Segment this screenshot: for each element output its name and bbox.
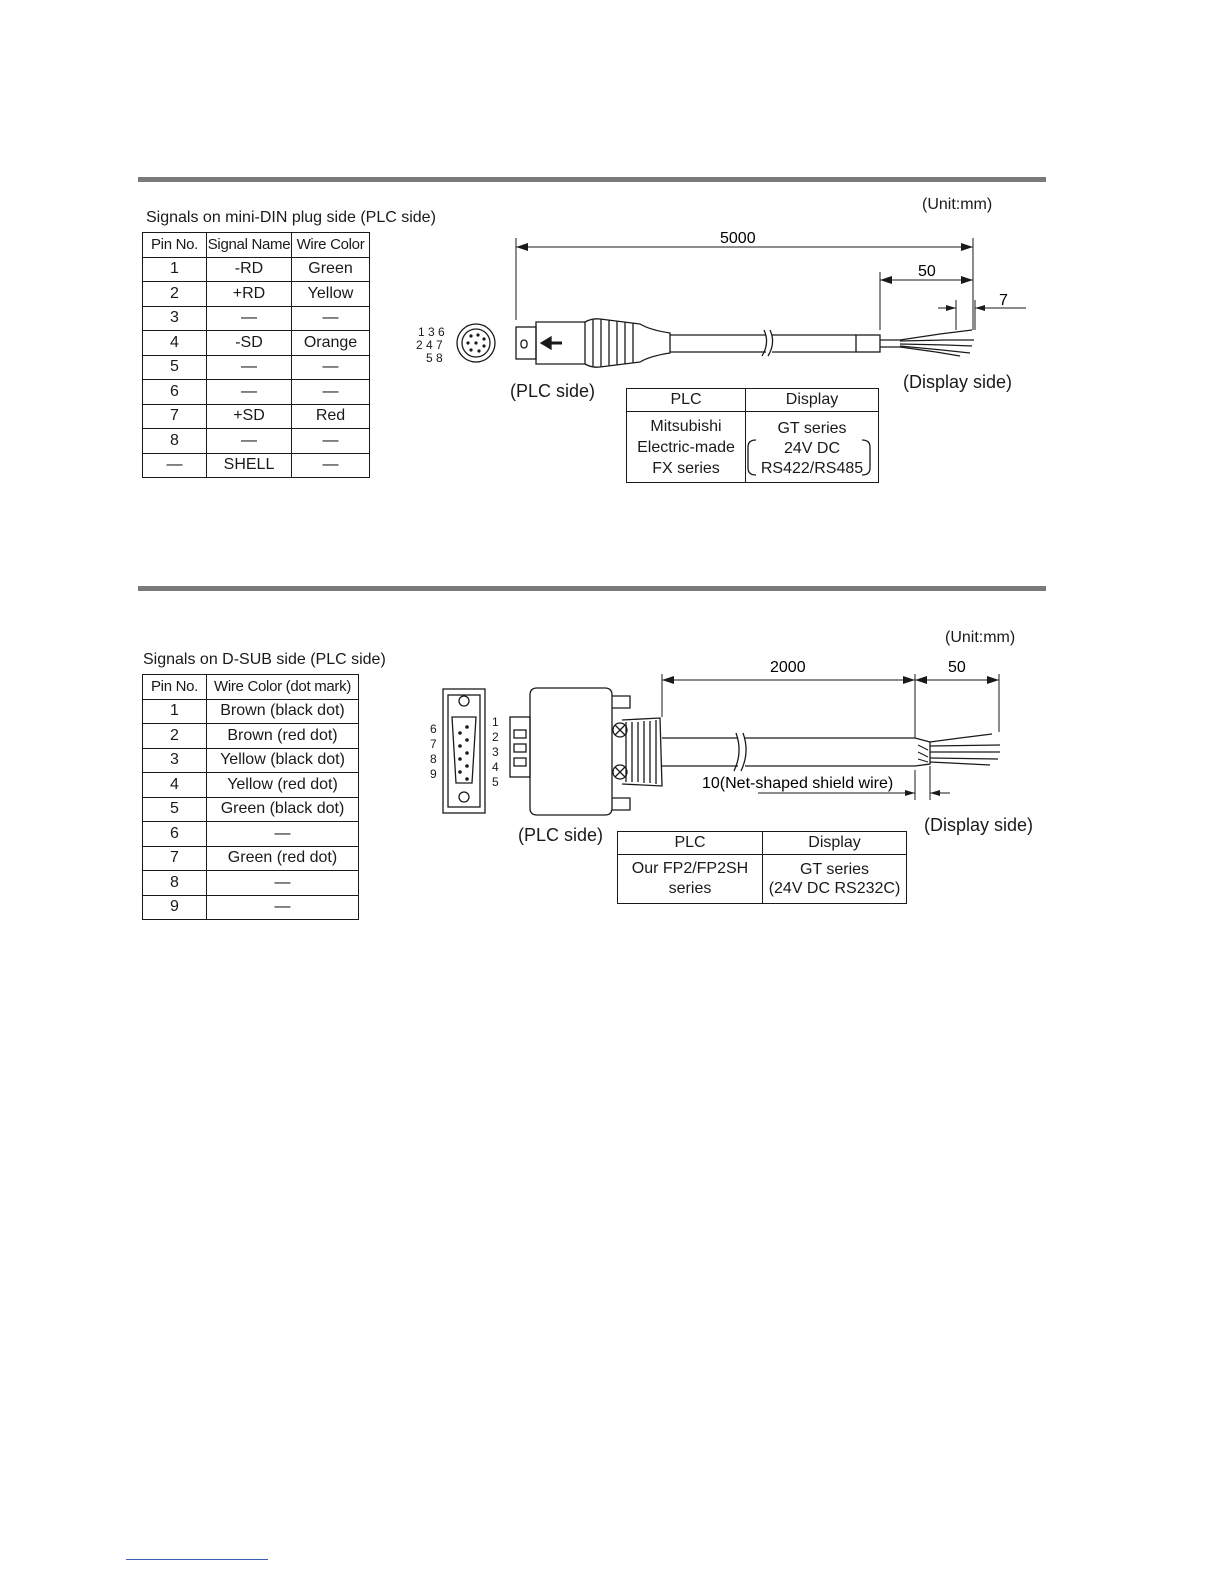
spec-display-line: 24V DC xyxy=(783,440,841,457)
pin-cell: 7 xyxy=(143,404,207,429)
spec-header-row xyxy=(618,832,907,855)
section2-plc-side-label: (PLC side) xyxy=(518,825,604,845)
section2-caption: Signals on D-SUB side (PLC side) xyxy=(143,651,386,668)
pin-cell: 4 xyxy=(143,773,207,798)
section2-unit: (Unit:mm) xyxy=(945,629,1016,646)
dim-total-length: 2000 xyxy=(770,659,806,676)
color-cell: Green xyxy=(292,257,370,282)
section1-caption: Signals on mini-DIN plug side (PLC side) xyxy=(146,209,436,226)
mini-din-pin-labels-row1: 1 3 6 xyxy=(418,325,445,339)
spec-plc-value xyxy=(618,855,763,904)
signal-cell: — xyxy=(207,380,292,405)
color-cell: Yellow xyxy=(292,282,370,307)
section2-display-side-label: (Display side) xyxy=(924,815,1034,835)
pin-cell: 3 xyxy=(143,306,207,331)
header-pin-no: Pin No. xyxy=(143,675,207,700)
pin-cell: 2 xyxy=(143,282,207,307)
color-cell: — xyxy=(207,822,359,847)
color-cell: — xyxy=(292,453,370,478)
spec-head-plc: PLC xyxy=(627,389,746,412)
dsub-pin-1: 1 xyxy=(492,715,499,729)
spec-display-line: (24V DC RS232C) xyxy=(768,880,901,897)
spec-plc-line: Our FP2/FP2SH xyxy=(631,860,749,877)
color-cell: Yellow (black dot) xyxy=(207,748,359,773)
dsub-face-icon xyxy=(443,689,485,813)
color-cell: Orange xyxy=(292,331,370,356)
pin-cell: 5 xyxy=(143,355,207,380)
spec-head-display: Display xyxy=(746,389,879,412)
dsub-pin-8: 8 xyxy=(430,752,437,766)
dsub-pin-2: 2 xyxy=(492,730,499,744)
spec-head-display: Display xyxy=(763,832,907,855)
spec-plc-line: Electric-made xyxy=(637,438,735,456)
dim-shield-length: 10(Net-shaped shield wire) xyxy=(702,775,894,792)
section1-plc-side-label: (PLC side) xyxy=(510,381,596,401)
spec-plc-line: FX series xyxy=(652,459,720,477)
header-wire-color: Wire Color xyxy=(292,233,370,258)
color-cell: Brown (red dot) xyxy=(207,724,359,749)
color-cell: — xyxy=(292,380,370,405)
color-cell: Green (black dot) xyxy=(207,797,359,822)
color-cell: — xyxy=(207,895,359,920)
dim-strip-length: 50 xyxy=(948,659,966,676)
pin-cell: 6 xyxy=(143,822,207,847)
spec-display-line: GT series xyxy=(799,861,870,878)
dsub-pin-9: 9 xyxy=(430,767,437,781)
header-pin-no: Pin No. xyxy=(143,233,207,258)
dim-tip-length: 7 xyxy=(999,292,1008,309)
pin-cell: 8 xyxy=(143,871,207,896)
pin-cell: 6 xyxy=(143,380,207,405)
signal-cell: -RD xyxy=(207,257,292,282)
spec-display-line: GT series xyxy=(777,420,847,437)
signal-cell: — xyxy=(207,306,292,331)
pin-cell: 3 xyxy=(143,748,207,773)
section1-display-side-label: (Display side) xyxy=(903,372,1013,392)
section2-spec-table xyxy=(617,831,907,904)
color-cell: — xyxy=(292,355,370,380)
pin-cell: 4 xyxy=(143,331,207,356)
mini-din-pin-labels-row3: 5 8 xyxy=(426,351,443,365)
dsub-pin-6: 6 xyxy=(430,722,437,736)
mini-din-pin-labels-row2: 2 4 7 xyxy=(416,338,443,352)
pin-cell: 5 xyxy=(143,797,207,822)
color-cell: — xyxy=(292,306,370,331)
dsub-pin-7: 7 xyxy=(430,737,437,751)
dsub-pin-4: 4 xyxy=(492,760,499,774)
pin-cell: 1 xyxy=(143,257,207,282)
spec-plc-line: Mitsubishi xyxy=(650,417,722,435)
dim-strip-length: 50 xyxy=(918,263,936,280)
spec-display-line: RS422/RS485 xyxy=(760,460,864,477)
pin-cell: 9 xyxy=(143,895,207,920)
header-wire-color-dot: Wire Color (dot mark) xyxy=(207,675,359,700)
signal-cell: — xyxy=(207,429,292,454)
spec-body-row xyxy=(618,855,907,904)
color-cell: Brown (black dot) xyxy=(207,699,359,724)
section1-unit: (Unit:mm) xyxy=(922,196,993,213)
dsub-pin-5: 5 xyxy=(492,775,499,789)
dim-total-length: 5000 xyxy=(720,230,756,247)
color-cell: Green (red dot) xyxy=(207,846,359,871)
color-cell: — xyxy=(207,871,359,896)
spec-head-plc: PLC xyxy=(618,832,763,855)
signal-cell: +SD xyxy=(207,404,292,429)
signal-cell: SHELL xyxy=(207,453,292,478)
pin-cell: — xyxy=(143,453,207,478)
color-cell: Red xyxy=(292,404,370,429)
signal-cell: -SD xyxy=(207,331,292,356)
signal-cell: +RD xyxy=(207,282,292,307)
pin-cell: 8 xyxy=(143,429,207,454)
spec-display-value xyxy=(763,855,907,904)
pin-cell: 1 xyxy=(143,699,207,724)
pin-cell: 2 xyxy=(143,724,207,749)
dsub-pin-3: 3 xyxy=(492,745,499,759)
header-signal-name: Signal Name xyxy=(207,233,292,258)
spec-plc-line: series xyxy=(668,880,712,897)
color-cell: Yellow (red dot) xyxy=(207,773,359,798)
signal-cell: — xyxy=(207,355,292,380)
color-cell: — xyxy=(292,429,370,454)
pin-cell: 7 xyxy=(143,846,207,871)
